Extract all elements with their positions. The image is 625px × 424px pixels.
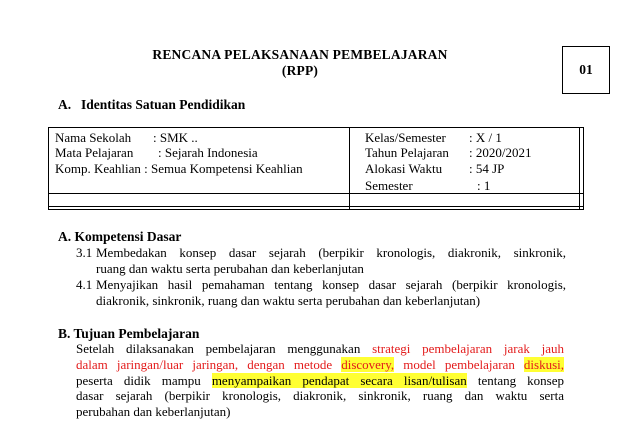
identity-label: Kelas/Semester [365,130,446,145]
list-item-number: 4.1 [76,277,93,292]
identity-row-school [55,130,198,145]
section-a-title: Identitas Satuan Pendidikan [81,97,246,112]
identity-label: Mata Pelajaran [55,145,134,160]
identity-value: : X / 1 [469,130,502,145]
paragraph-line [76,341,564,357]
identity-row-subject [55,145,258,160]
document-subtitle: (RPP) [281,63,319,78]
identity-row-time [365,161,504,176]
identity-label: Semester [365,178,413,193]
table-row-divider [49,193,583,194]
identity-table [48,127,584,210]
section-a-number: A. [58,97,72,112]
paragraph-line: perubahan dan keberlanjutan) [76,404,231,420]
table-column-divider [579,128,580,209]
text-run: peserta didik mampu [76,372,212,388]
highlighted-text-run: discovery, [341,356,395,372]
table-column-divider [349,128,350,209]
paragraph-line [76,373,564,389]
list-item [76,277,566,309]
table-row-divider [49,206,583,207]
identity-row-class [365,130,502,145]
identity-label: Alokasi Waktu [365,161,443,176]
text-run: tentang konsep [466,372,565,388]
identity-value: : Semua Kompetensi Keahlian [144,161,303,176]
list-item-number: 3.1 [76,245,93,260]
list-item [76,245,566,277]
paragraph-line [76,357,564,373]
identity-value: : Sejarah Indonesia [158,145,258,160]
red-text-run: dalam jaringan/luar jaringan, dengan metode [76,356,342,372]
identity-value: : 1 [477,178,491,193]
identity-label: Tahun Pelajaran [365,145,449,160]
red-text-run: strategi pembelajaran jarak jauh [372,341,564,356]
list-item-text: diakronik, sinkronik, ruang dan waktu serta perubahan dan keberlanjutan) [96,293,481,308]
identity-label: Nama Sekolah [55,130,132,145]
list-item-text: Membedakan konsep dasar sejarah (berpikir kronologis, diakronik, sinkronik, [96,245,566,260]
tujuan-pembelajaran-heading: B. Tujuan Pembelajaran [58,326,200,341]
identity-row-competency [55,161,303,176]
page-number: 01 [579,62,593,77]
identity-value: : 54 JP [469,161,505,176]
identity-row-semester [365,178,490,193]
red-text-run: model pembelajaran [394,356,524,372]
tujuan-paragraph [76,341,564,420]
paragraph-line: dasar sejarah (berpikir kronologis, diakronik, sinkronik, ruang dan waktu serta [76,388,564,404]
list-item-text: ruang dan waktu serta perubahan dan keberlanjutan [96,261,364,276]
identity-value: : SMK .. [153,130,198,145]
document-title: RENCANA PELAKSANAAN PEMBELAJARAN [152,47,448,62]
identity-label: Komp. Keahlian [55,161,141,176]
kompetensi-dasar-heading: A. Kompetensi Dasar [58,229,182,244]
text-run: Setelah dilaksanakan pembelajaran menggunakan [76,341,373,356]
page-number-box [562,46,610,94]
identity-row-year [365,145,531,160]
highlighted-text-run: diskusi, [523,356,565,372]
identity-value: : 2020/2021 [469,145,532,160]
section-a-heading [58,97,245,113]
list-item-text: Menyajikan hasil pemahaman tentang konsep dasar sejarah (berpikir kronologis, [96,277,566,292]
highlighted-text-run: menyampaikan pendapat secara lisan/tulisan [211,372,467,388]
